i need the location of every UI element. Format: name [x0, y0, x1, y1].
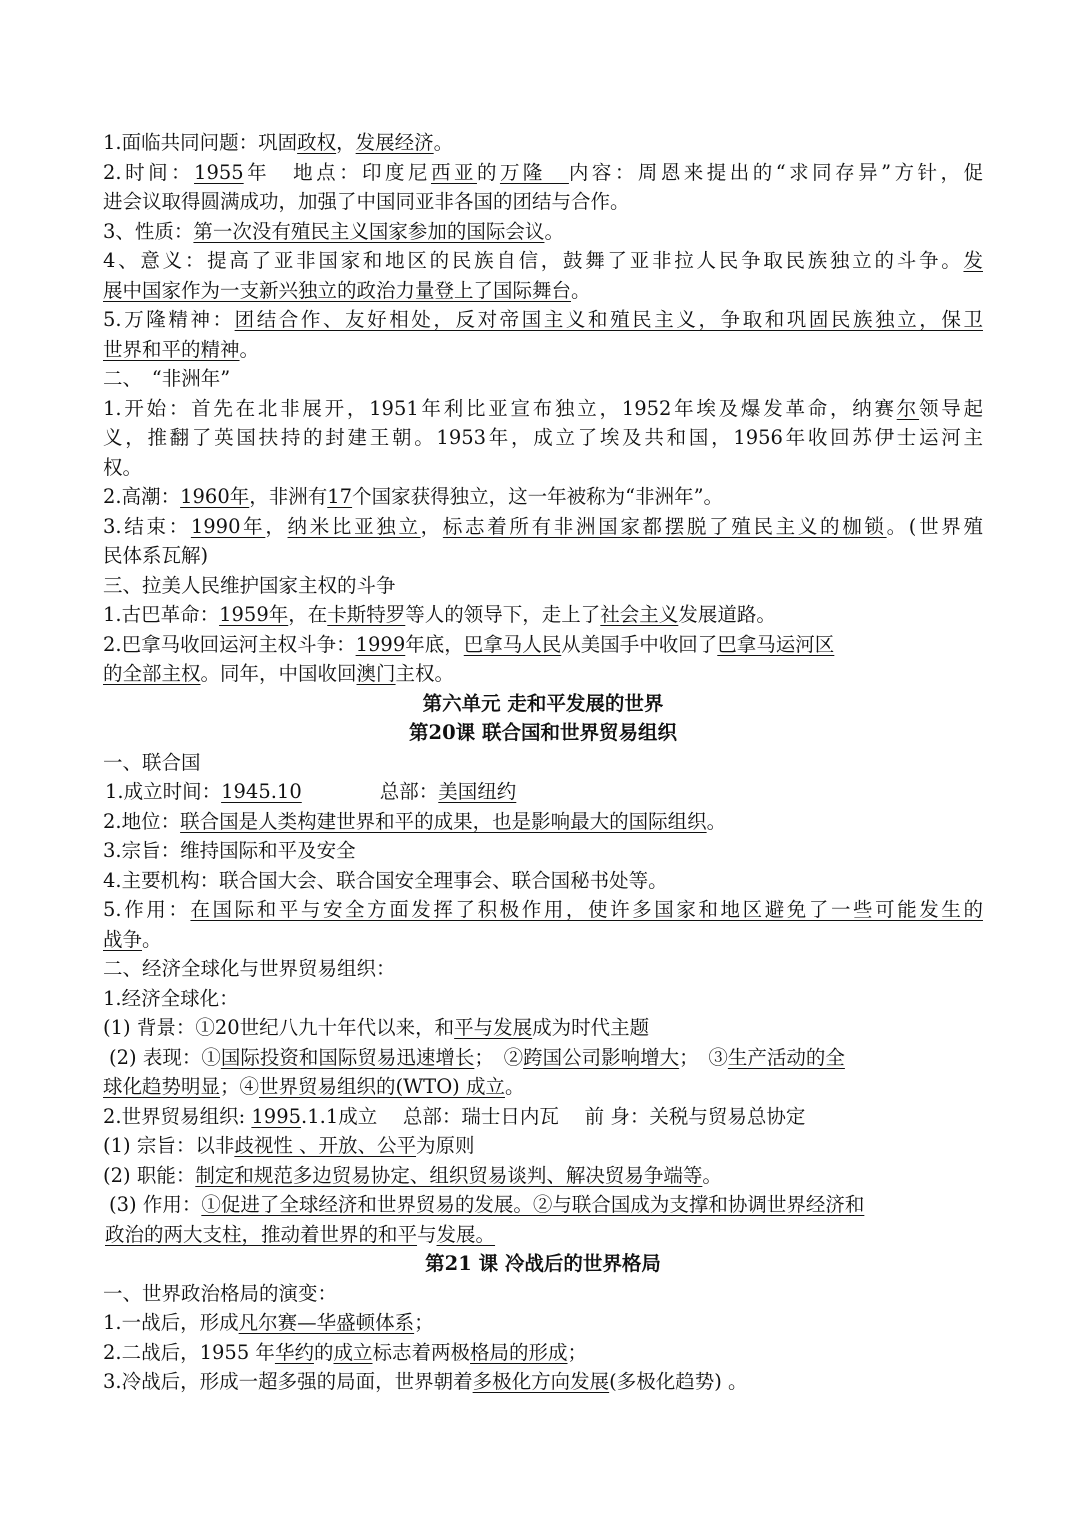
text-line: [103, 1102, 983, 1132]
text-segment: 标志着两极: [372, 1340, 470, 1364]
text-line: [103, 335, 983, 365]
underlined-text: 巴拿马运河区: [717, 632, 835, 656]
underlined-text: 跨国公司影响增大: [523, 1045, 680, 1069]
text-line: [103, 482, 983, 512]
underlined-text: 社会主义: [600, 603, 679, 626]
section-heading: [103, 718, 983, 748]
underlined-text: 华约: [274, 1340, 314, 1364]
text-segment: 三、拉美人民维护国家主权的斗争: [103, 573, 396, 597]
text-segment: ；④: [220, 1075, 260, 1098]
text-segment: 。(世界殖: [886, 514, 983, 538]
text-line: [103, 305, 983, 335]
text-segment: ，: [420, 514, 443, 538]
underlined-text: 1955: [194, 160, 244, 184]
text-line: [103, 571, 983, 601]
text-line: [103, 984, 983, 1014]
text-segment: 与: [417, 1222, 437, 1246]
text-segment: 二、 “非洲年”: [103, 367, 231, 390]
text-segment: 主权。: [395, 662, 455, 685]
text-segment: 3.宗旨：维持国际和平及安全: [103, 839, 356, 862]
text-line: [103, 954, 983, 984]
text-line: [103, 630, 983, 660]
underlined-text: 发展经济: [355, 131, 434, 154]
text-segment: 。: [433, 131, 454, 154]
underlined-text: 卡斯特罗: [327, 603, 406, 626]
text-line: [103, 807, 983, 837]
text-segment: ，: [265, 514, 288, 538]
text-segment: 第21 课 冷战后的世界格局: [425, 1252, 661, 1275]
underlined-text: 成立: [333, 1340, 373, 1364]
underlined-text: ①促进了全球经济和世界贸易的发展。②与联合国成为支撑和协调世界经济和: [201, 1193, 865, 1216]
underlined-text: 格局的形成: [470, 1340, 568, 1364]
text-segment: 1.开始：首先在北非展开，1951年利比亚宣布独立，1952年埃及爆发革命，纳赛: [103, 396, 897, 420]
text-segment: 3.结束：: [103, 514, 191, 538]
text-segment: 一、联合国: [103, 750, 201, 774]
text-segment: ，非洲有: [249, 485, 328, 508]
text-segment: 。: [702, 1163, 722, 1187]
text-segment: 2.二战后，1955 年: [103, 1340, 275, 1364]
text-segment: (1) 背景：①20世纪八九十年代以来，和: [103, 1016, 455, 1039]
text-segment: 内容：周恩来提出的“求同存异”方针，促: [568, 160, 983, 184]
text-segment: 第20课 联合国和世界贸易组织: [409, 721, 677, 744]
text-segment: 民体系瓦解): [103, 544, 209, 567]
underlined-text: 国际投资和国际贸易迅速增长: [220, 1045, 475, 1069]
text-line: [103, 453, 983, 483]
text-line: [103, 423, 983, 453]
text-segment: 。: [544, 219, 564, 243]
text-line: [103, 1072, 983, 1102]
text-line: [103, 866, 983, 896]
text-segment: 年 地点：印度尼: [243, 160, 431, 184]
text-segment: 的: [313, 1340, 334, 1364]
underlined-text: 1995: [251, 1104, 302, 1128]
text-segment: 4.主要机构：联合国大会、联合国安全理事会、联合国秘书处等。: [103, 868, 668, 892]
underlined-text: 第一次没有殖民主义国家参加的国际会议: [193, 219, 545, 243]
text-segment: 第六单元 走和平发展的世界: [422, 691, 664, 715]
underlined-text: 1960年: [180, 485, 250, 508]
text-segment: 从美国手中收回了: [561, 632, 718, 656]
text-segment: 1.一战后，形成: [103, 1311, 239, 1334]
underlined-text: 1999: [355, 632, 406, 656]
text-segment: 。同年，中国收回: [200, 662, 357, 685]
underlined-text: 联合国是人类构建世界和平的成果，也是影响最大的国际组织: [180, 809, 707, 833]
underlined-text: 世界和平的精神: [103, 337, 240, 361]
text-segment: 成为时代主题: [532, 1016, 650, 1039]
text-line: [103, 217, 983, 247]
text-segment: 的: [476, 160, 500, 184]
text-segment: 2.巴拿马收回运河主权斗争：: [103, 632, 356, 656]
underlined-text: 纳米比亚独立: [287, 514, 421, 538]
text-segment: (2) 表现：①: [109, 1045, 221, 1069]
text-segment: ，在: [288, 603, 328, 626]
text-segment: 。: [239, 337, 260, 361]
text-segment: 2.高潮：: [103, 485, 181, 508]
underlined-text: 17: [327, 485, 353, 508]
text-line: [103, 1131, 983, 1161]
underlined-text: 美国纽约: [438, 780, 517, 803]
text-segment: ；: [414, 1311, 434, 1334]
underlined-text: 澳门: [356, 662, 396, 685]
text-segment: 为原则: [416, 1134, 475, 1157]
underlined-text: 1990年: [190, 514, 266, 538]
text-segment: 3、性质：: [103, 219, 194, 243]
underlined-text: 制定和规范多边贸易协定、组织贸易谈判、解决贸易争端等: [195, 1163, 703, 1187]
underlined-text: 展中国家作为一支新兴独立的政治力量登上了国际舞台: [103, 278, 572, 302]
text-segment: 2.世界贸易组织:: [103, 1104, 252, 1128]
text-line: [103, 1161, 983, 1191]
text-segment: 2.时间：: [103, 160, 195, 184]
text-segment: 等人的领导下，走上了: [405, 603, 601, 626]
underlined-text: 平与发展: [454, 1016, 533, 1039]
underlined-text: 尔: [896, 396, 919, 420]
text-segment: 义，推翻了英国扶持的封建王朝。1953年，成立了埃及共和国，1956年收回苏伊士运河主: [103, 426, 983, 449]
underlined-text: 团结合作、友好相处，反对帝国主义和殖民主义，争取和巩固民族独立，保卫: [234, 308, 983, 331]
text-segment: ，: [336, 131, 356, 154]
text-line: [103, 895, 983, 925]
underlined-text: 万隆: [499, 160, 569, 184]
underlined-text: 1945.10: [221, 780, 302, 803]
text-segment: 。: [504, 1075, 525, 1098]
text-line: [103, 512, 983, 542]
text-line: [103, 777, 983, 807]
text-line: [103, 246, 983, 276]
text-line: [103, 836, 983, 866]
text-line: [103, 1308, 983, 1338]
underlined-text: 歧视性 、开放、公平: [234, 1134, 417, 1157]
text-line: [103, 276, 983, 306]
text-segment: ； ②: [474, 1045, 524, 1069]
underlined-text: 政治的两大支柱，推动着世界的和平: [105, 1222, 418, 1246]
underlined-text: 球化趋势明显: [103, 1075, 221, 1098]
underlined-text: 多极化方向发展: [472, 1370, 610, 1393]
text-line: [103, 394, 983, 424]
text-segment: 1.经济全球化：: [103, 986, 239, 1010]
underlined-text: 世界贸易组织的(WTO) 成立: [259, 1075, 505, 1098]
document-body: [103, 128, 983, 1397]
text-line: [103, 1367, 983, 1397]
text-segment: 5.万隆精神：: [103, 308, 235, 331]
text-segment: 发展道路。: [678, 603, 776, 626]
text-segment: 个国家获得独立，这一年被称为“非洲年”。: [352, 485, 724, 508]
text-segment: 4、意义：提高了亚非国家和地区的民族自信，鼓舞了亚非拉人民争取民族独立的斗争。: [103, 249, 964, 272]
text-line: [103, 600, 983, 630]
text-segment: (2) 职能：: [103, 1163, 196, 1187]
underlined-text: 发展。: [436, 1222, 496, 1246]
text-segment: 进会议取得圆满成功，加强了中国同亚非各国的团结与合作。: [103, 190, 630, 213]
text-segment: 1.面临共同问题：巩固: [103, 131, 298, 154]
underlined-text: 战争: [103, 927, 143, 951]
text-line: [103, 364, 983, 394]
underlined-text: 发: [963, 249, 983, 272]
text-segment: 一、世界政治格局的演变：: [103, 1281, 338, 1305]
text-segment: 。: [142, 927, 162, 951]
text-line: [103, 1013, 983, 1043]
text-segment: 权。: [103, 455, 143, 479]
text-segment: 1.古巴革命：: [103, 603, 220, 626]
text-line: [103, 925, 983, 955]
text-segment: (3) 作用：: [109, 1193, 202, 1216]
underlined-text: 标志着所有非洲国家都摆脱了殖民主义的枷锁: [442, 514, 887, 538]
section-heading: [103, 1249, 983, 1279]
underlined-text: 政权: [297, 131, 337, 154]
text-segment: 5.作用：: [103, 898, 191, 921]
underlined-text: 的全部主权: [103, 662, 201, 685]
text-line: [103, 1043, 983, 1073]
text-segment: 。: [571, 278, 591, 302]
underlined-text: 在国际和平与安全方面发挥了积极作用，使许多国家和地区避免了一些可能发生的: [190, 898, 983, 921]
text-segment: 总部：: [301, 780, 439, 803]
text-segment: .1.1成立 总部：瑞士日内瓦 前 身：关税与贸易总协定: [301, 1104, 806, 1128]
underlined-text: 凡尔赛—华盛顿体系: [238, 1311, 415, 1334]
text-segment: ；: [567, 1340, 588, 1364]
text-segment: 2.地位：: [103, 809, 181, 833]
text-line: [103, 1220, 983, 1250]
text-line: [103, 1279, 983, 1309]
text-segment: 3.冷战后，形成一超多强的局面，世界朝着: [103, 1370, 473, 1393]
text-line: [103, 659, 983, 689]
text-segment: 年底，: [405, 632, 464, 656]
text-segment: ； ③: [679, 1045, 728, 1069]
underlined-text: 西亚: [431, 160, 477, 184]
text-segment: 。: [706, 809, 727, 833]
text-segment: (1) 宗旨：以非: [103, 1134, 235, 1157]
underlined-text: 生产活动的全: [727, 1045, 845, 1069]
text-line: [103, 1190, 983, 1220]
underlined-text: 巴拿马人民: [463, 632, 562, 656]
text-line: [103, 748, 983, 778]
text-segment: 领导起: [918, 396, 983, 420]
underlined-text: 1959年: [219, 603, 289, 626]
section-heading: [103, 689, 983, 719]
text-line: [103, 1338, 983, 1368]
text-line: [103, 187, 983, 217]
text-line: [103, 128, 983, 158]
text-line: [103, 158, 983, 188]
text-line: [103, 541, 983, 571]
text-segment: 二、经济全球化与世界贸易组织：: [103, 957, 396, 980]
text-segment: 1.成立时间：: [105, 780, 222, 803]
text-segment: (多极化趋势) 。: [609, 1370, 748, 1393]
